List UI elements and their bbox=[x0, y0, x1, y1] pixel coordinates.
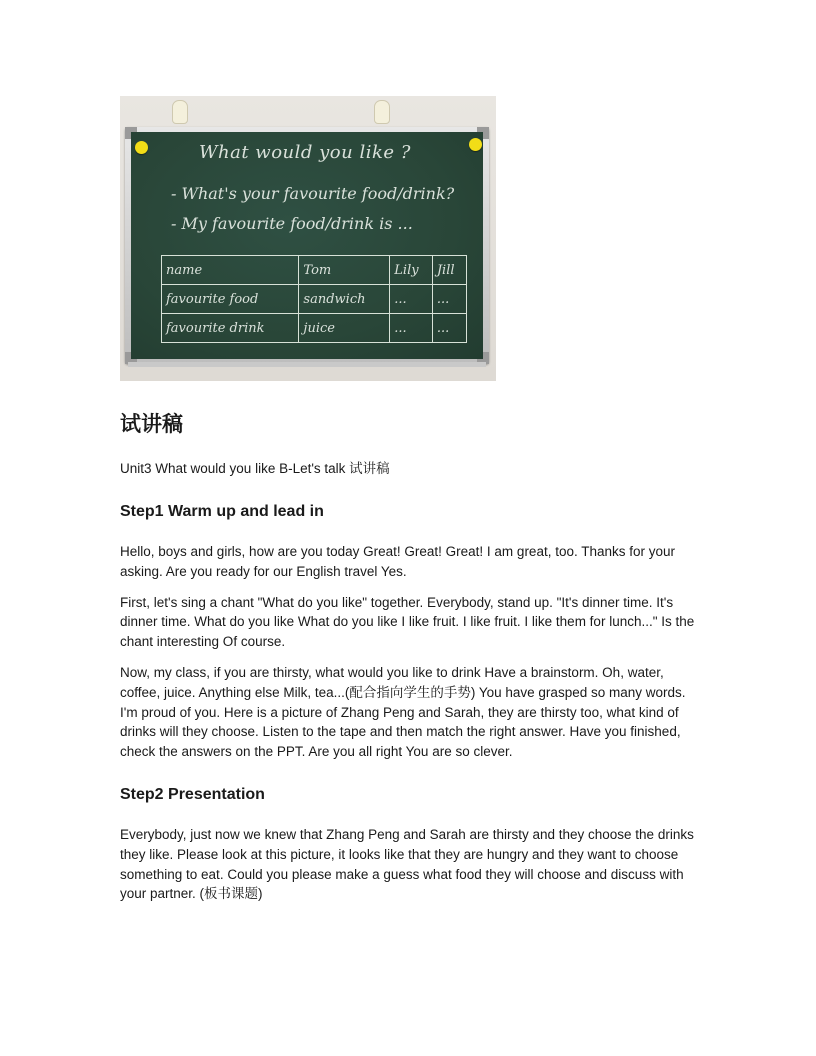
wall-hook-icon bbox=[374, 100, 390, 124]
magnet-icon bbox=[135, 141, 148, 154]
document-page bbox=[120, 96, 695, 904]
chalkboard bbox=[131, 132, 483, 359]
board-table-row bbox=[162, 285, 467, 314]
board-table-cell: favourite drink bbox=[162, 314, 299, 343]
board-table-cell: Tom bbox=[299, 256, 390, 285]
board-table-cell: Lily bbox=[390, 256, 433, 285]
blackboard-photo bbox=[120, 96, 496, 381]
board-table-cell: name bbox=[162, 256, 299, 285]
document-title: 试讲稿 bbox=[120, 411, 183, 436]
board-table-cell: ... bbox=[390, 285, 433, 314]
section-heading: Step1 Warm up and lead in bbox=[120, 503, 324, 520]
board-table-cell: sandwich bbox=[299, 285, 390, 314]
document-subtitle: Unit3 What would you like B-Let's talk 试讲稿 bbox=[120, 461, 390, 476]
paragraph: Now, my class, if you are thirsty, what would you like to drink Have a brainstorm. Oh, water, coffee, juice. Anything else Milk, tea...(配合指向学生的手势) You have grasped so many words. I'm proud of you. Here is a picture of Zhang Peng and Sarah, they are thirsty too, what kind of drinks will they choose. Listen to the tape and then match the right answer. Have you finished, check the answers on the PPT. Are you all right You are so clever. bbox=[120, 664, 686, 760]
magnet-icon bbox=[469, 138, 482, 151]
board-table-row bbox=[162, 314, 467, 343]
wall-hook-icon bbox=[172, 100, 188, 124]
board-table-cell: ... bbox=[390, 314, 433, 343]
board-title: What would you like ? bbox=[199, 142, 411, 163]
section-heading: Step2 Presentation bbox=[120, 785, 265, 803]
paragraph: First, let's sing a chant "What do you like" together. Everybody, stand up. "It's dinner time. It's dinner time. What do you like What do you like I like fruit. I like fruit. I like them for lunch..." Is the chant interesting Of course. bbox=[120, 594, 695, 650]
board-table-cell: favourite food bbox=[162, 285, 299, 314]
paragraph: Everybody, just now we knew that Zhang Peng and Sarah are thirsty and they choose the drinks they like. Please look at this picture, it looks like that they are hungry and they want to choose something to eat. Could you please make a guess what food they will choose and discuss with your partner. (板书课题) bbox=[120, 826, 694, 902]
chalk-tray bbox=[128, 362, 486, 367]
paragraph: Hello, boys and girls, how are you today Great! Great! Great! I am great, too. Thanks for your asking. Are you ready for our English travel Yes. bbox=[120, 544, 676, 579]
board-table-cell: Jill bbox=[432, 256, 466, 285]
board-table bbox=[161, 255, 467, 343]
board-line: - My favourite food/drink is ... bbox=[171, 214, 413, 233]
board-table-row bbox=[162, 256, 467, 285]
board-table-cell: juice bbox=[299, 314, 390, 343]
board-table-cell: ... bbox=[432, 285, 466, 314]
board-line: - What's your favourite food/drink? bbox=[171, 184, 455, 203]
board-table-cell: ... bbox=[432, 314, 466, 343]
